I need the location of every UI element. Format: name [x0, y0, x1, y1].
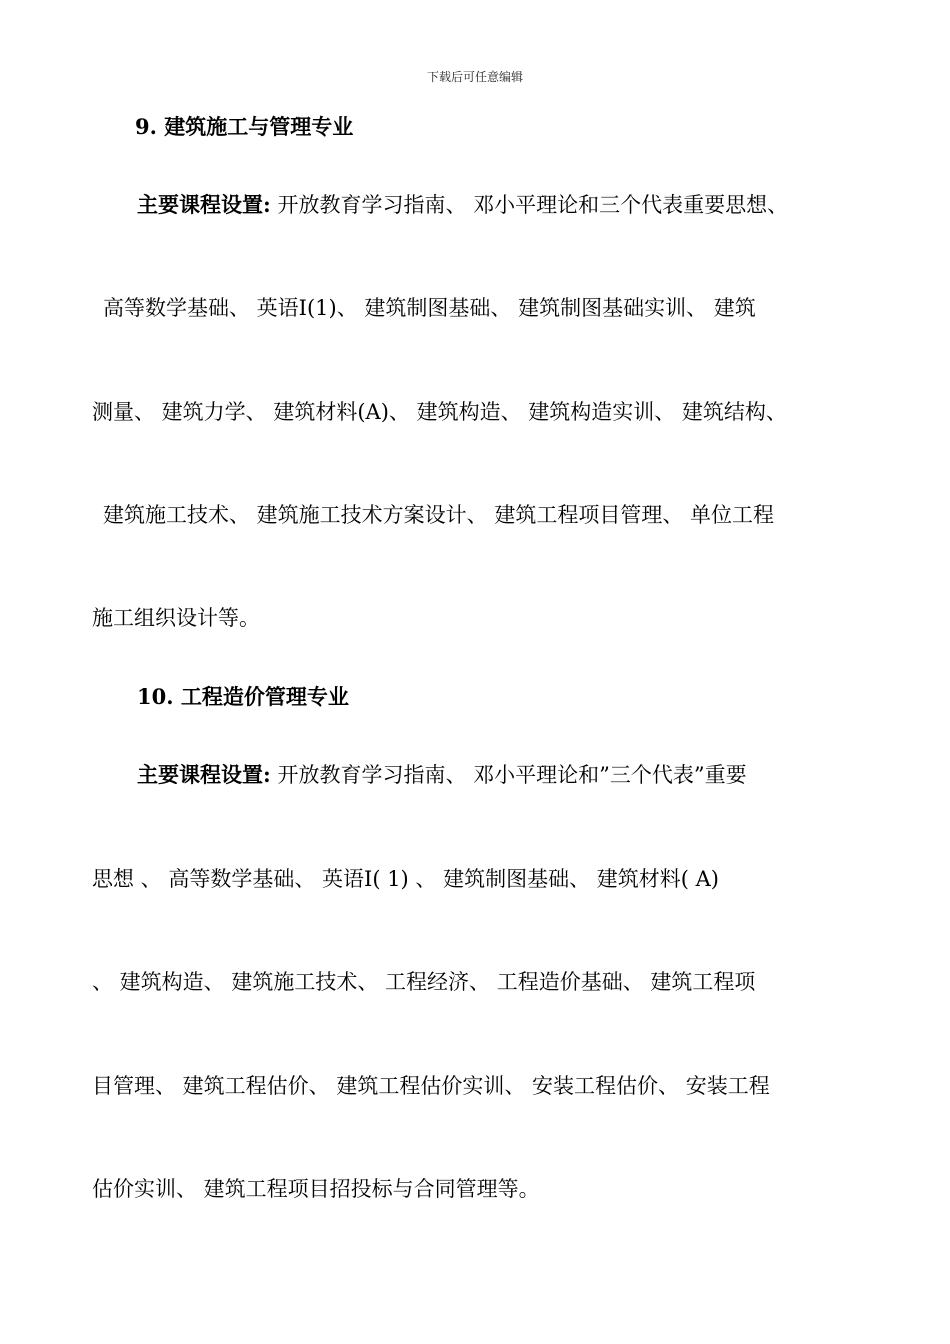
section-9-line-5: 施工组织设计等。 — [92, 606, 260, 630]
section-9-line-2: 高等数学基础、 英语Ⅰ(1)、 建筑制图基础、 建筑制图基础实训、 建筑 — [103, 296, 756, 320]
section-10-line-4: 目管理、 建筑工程估价、 建筑工程估价实训、 安装工程估价、 安装工程 — [92, 1074, 770, 1098]
section-10-line-3: 、 建筑构造、 建筑施工技术、 工程经济、 工程造价基础、 建筑工程项 — [92, 970, 756, 994]
section-9-line-1-text: 开放教育学习指南、 邓小平理论和三个代表重要思想、 — [277, 193, 789, 217]
section-10-line-1-text: 开放教育学习指南、 邓小平理论和”三个代表”重要 — [277, 763, 747, 787]
section-10-heading: 10. 工程造价管理专业 — [137, 684, 349, 709]
section-10-line-5: 估价实训、 建筑工程项目招投标与合同管理等。 — [92, 1177, 540, 1201]
section-9-line-1 — [137, 190, 788, 220]
page-header-note: 下载后可任意编辑 — [426, 70, 523, 84]
section-9-label: 主要课程设置: — [137, 192, 271, 217]
section-10-label: 主要课程设置: — [137, 762, 271, 787]
section-10-line-2: 思想 、 高等数学基础、 英语Ⅰ( 1) 、 建筑制图基础、 建筑材料( A) — [92, 867, 719, 891]
section-9-heading: 9. 建筑施工与管理专业 — [135, 114, 354, 139]
section-9-line-4: 建筑施工技术、 建筑施工技术方案设计、 建筑工程项目管理、 单位工程 — [103, 503, 775, 527]
section-10-line-1 — [137, 760, 747, 790]
section-9-line-3: 测量、 建筑力学、 建筑材料(A)、 建筑构造、 建筑构造实训、 建筑结构、 — [92, 400, 787, 424]
